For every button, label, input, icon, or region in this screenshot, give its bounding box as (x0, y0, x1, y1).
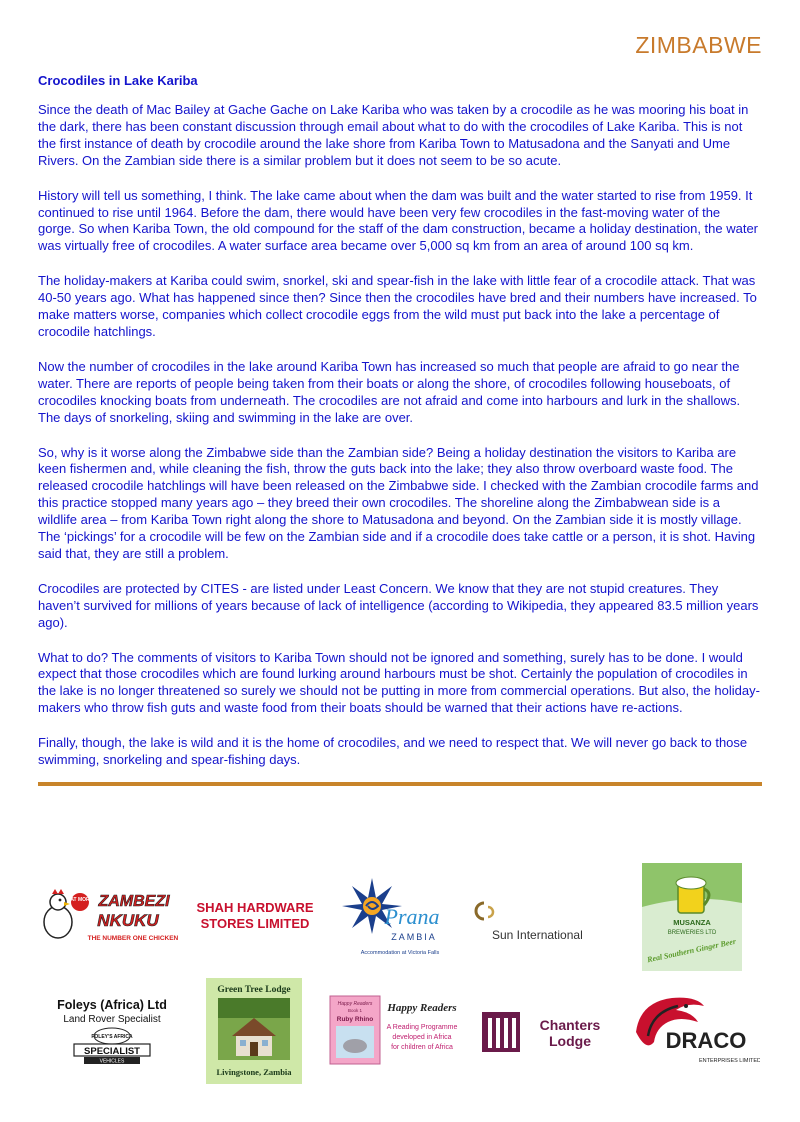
happy-desc-3: for children of Africa (391, 1044, 453, 1051)
lodge-photo-icon (218, 998, 290, 1060)
foleys-badge-top: FOLEY'S AFRICA (91, 1034, 133, 1040)
shah-name-line1: SHAH HARDWARE (196, 900, 314, 915)
foleys-badge-main: SPECIALIST (84, 1046, 140, 1057)
chanters-lodge-word: Lodge (549, 1033, 591, 1049)
happy-cover-title: Ruby Rhino (336, 1016, 374, 1023)
chanters-name: Chanters (539, 1017, 601, 1033)
article-paragraph: Crocodiles are protected by CITES - are listed under Least Concern. We know that they are not stupid creatures. They haven’t survived for millions of years because of lack of intelligence (according to Wikipedia, they appeared 83.5 million years ago). (38, 580, 759, 630)
green-tree-title: Green Tree Lodge (217, 985, 291, 995)
country-heading: ZIMBABWE (635, 32, 762, 58)
prana-name: Prana (384, 904, 440, 929)
article-paragraph: The holiday-makers at Kariba could swim, snorkel, ski and spear-fish in the lake with little fear of a crocodile attack. That was 40-50 years ago. What has happened since then? Since then the crocodiles have bred and their numbers have increased. To make matters worse, companies which collect crocodile eggs from the wild must put back into the lake a percentage of crocodile hatchlings. (38, 273, 757, 339)
foleys-name: Foleys (Africa) Ltd (57, 998, 167, 1012)
sun-international-logo (472, 895, 622, 945)
musanza-name: MUSANZA (673, 918, 711, 927)
musanza-subtitle: BREWERIES LTD (667, 930, 717, 936)
article-paragraph: Finally, though, the lake is wild and it is the home of crocodiles, and we need to respect that. We will never go back to those swimming, snorkeling and spear-fishing days. (38, 735, 748, 768)
prana-region: ZAMBIA (391, 932, 437, 942)
zambezi-nkuku-logo (38, 888, 178, 946)
musanza-script: Real Southern Ginger Beer (646, 936, 737, 965)
nkuku-name: NKUKU (97, 911, 159, 930)
musanza-breweries-logo (642, 863, 742, 971)
green-tree-lodge-logo (206, 978, 302, 1084)
zambezi-name: ZAMBEZI (98, 893, 170, 910)
article-title: Crocodiles in Lake Kariba (38, 73, 198, 88)
article-paragraph: Since the death of Mac Bailey at Gache Gache on Lake Kariba who was taken by a crocodile as he was mooring his boat in the dark, there has been constant discussion through email about what to do with the crocodiles of Lake Kariba. This is not the first instance of death by crocodile around the lake shore from Kariba Town to Matusadona and the Sanyati and Ume Rivers. On the Zambian side there is a similar problem but it does not seem to be so acute. (38, 102, 749, 168)
happy-cover-series: Happy Readers (337, 1001, 373, 1007)
prana-tagline: Accommodation at Victoria Falls (360, 950, 440, 956)
prana-zambia-logo (330, 872, 460, 960)
beer-mug-icon (676, 877, 709, 913)
draco-enterprises-logo (626, 992, 760, 1066)
article-paragraph: History will tell us something, I think. The lake came about when the dam was built and the water started to rise from 1959. It continued to rise until 1964. Before the dam, there would have been very few crocodiles in the fast-moving water of the gorge. So when Kariba Town, the old compound for the staff of the dam construction, became a holiday destination, the water was virtually free of crocodiles. A water surface area became over 5,000 sq km from an area of around 100 sq km. (38, 187, 759, 254)
section-divider (38, 782, 762, 786)
shah-hardware-logo (188, 890, 322, 940)
sun-ring-icon (476, 903, 493, 919)
chanters-lodge-logo (480, 1008, 616, 1058)
zambezi-tagline: THE NUMBER ONE CHICKEN! (87, 935, 178, 942)
chanters-emblem-icon (482, 1012, 520, 1052)
happy-cover-book: Book 1 (347, 1008, 363, 1013)
article (38, 73, 760, 787)
happy-desc-1: A Reading Programme (386, 1024, 458, 1031)
shah-name-line2: STORES LIMITED (200, 916, 310, 931)
article-paragraph: Now the number of crocodiles in the lake around Kariba Town has increased so much that people are afraid to go near the water. There are reports of people being taken from their boats or along the shore, of crocodiles following houseboats, of crocodiles knocking boats from underneath. The crocodiles are not afraid and come into harbours and lurk in the shallows. The days of snorkeling, skiing and swimming in the lake are over. (38, 358, 741, 425)
sun-international-name: Sun International (492, 928, 583, 942)
draco-name: DRACO (665, 1028, 747, 1053)
foleys-africa-logo (38, 996, 186, 1066)
green-tree-location: Livingstone, Zambia (216, 1067, 292, 1077)
foleys-subtitle: Land Rover Specialist (63, 1014, 161, 1025)
happy-readers-title: Happy Readers (387, 1002, 457, 1014)
foleys-badge-bottom: VEHICLES (99, 1058, 125, 1065)
happy-readers-logo (328, 994, 466, 1066)
article-paragraph: What to do? The comments of visitors to Kariba Town should not be ignored and something, surely has to be done. I would expect that those crocodiles which are found lurking around harbours must be shot. Certainly the population of crocodiles in the lake is no longer threatened so surely we should not be putting in more from commercial operations. But also, the holiday-makers who throw fish guts and waste food from their boats should be warned that their actions have re-actions. (38, 649, 760, 716)
draco-subtitle: ENTERPRISES LIMITED (698, 1058, 760, 1064)
happy-desc-2: developed in Africa (392, 1034, 452, 1041)
article-paragraph: So, why is it worse along the Zimbabwe side than the Zambian side? Being a holiday destination the visitors to Kariba are keen fishermen and, while cleaning the fish, throw the guts back into the lake; they also throw overboard waste food. The released crocodile hatchlings will have been released on the Zimbabwe side. I checked with the Zambian crocodile farms and this practice stopped many years ago – they breed their own crocodiles. The shoreline along the Zimbabwean side is a wildlife area – from Kariba Town right along the shore to Matusadona and beyond. On the Zambian side it is mostly village. The ‘pickings’ for a crocodile will be few on the Zambian side and if a crocodile does take cattle or a person, it is shot. Having said that, they are still a problem. (38, 444, 759, 561)
zambezi-badge: EAT MORE (66, 897, 94, 903)
